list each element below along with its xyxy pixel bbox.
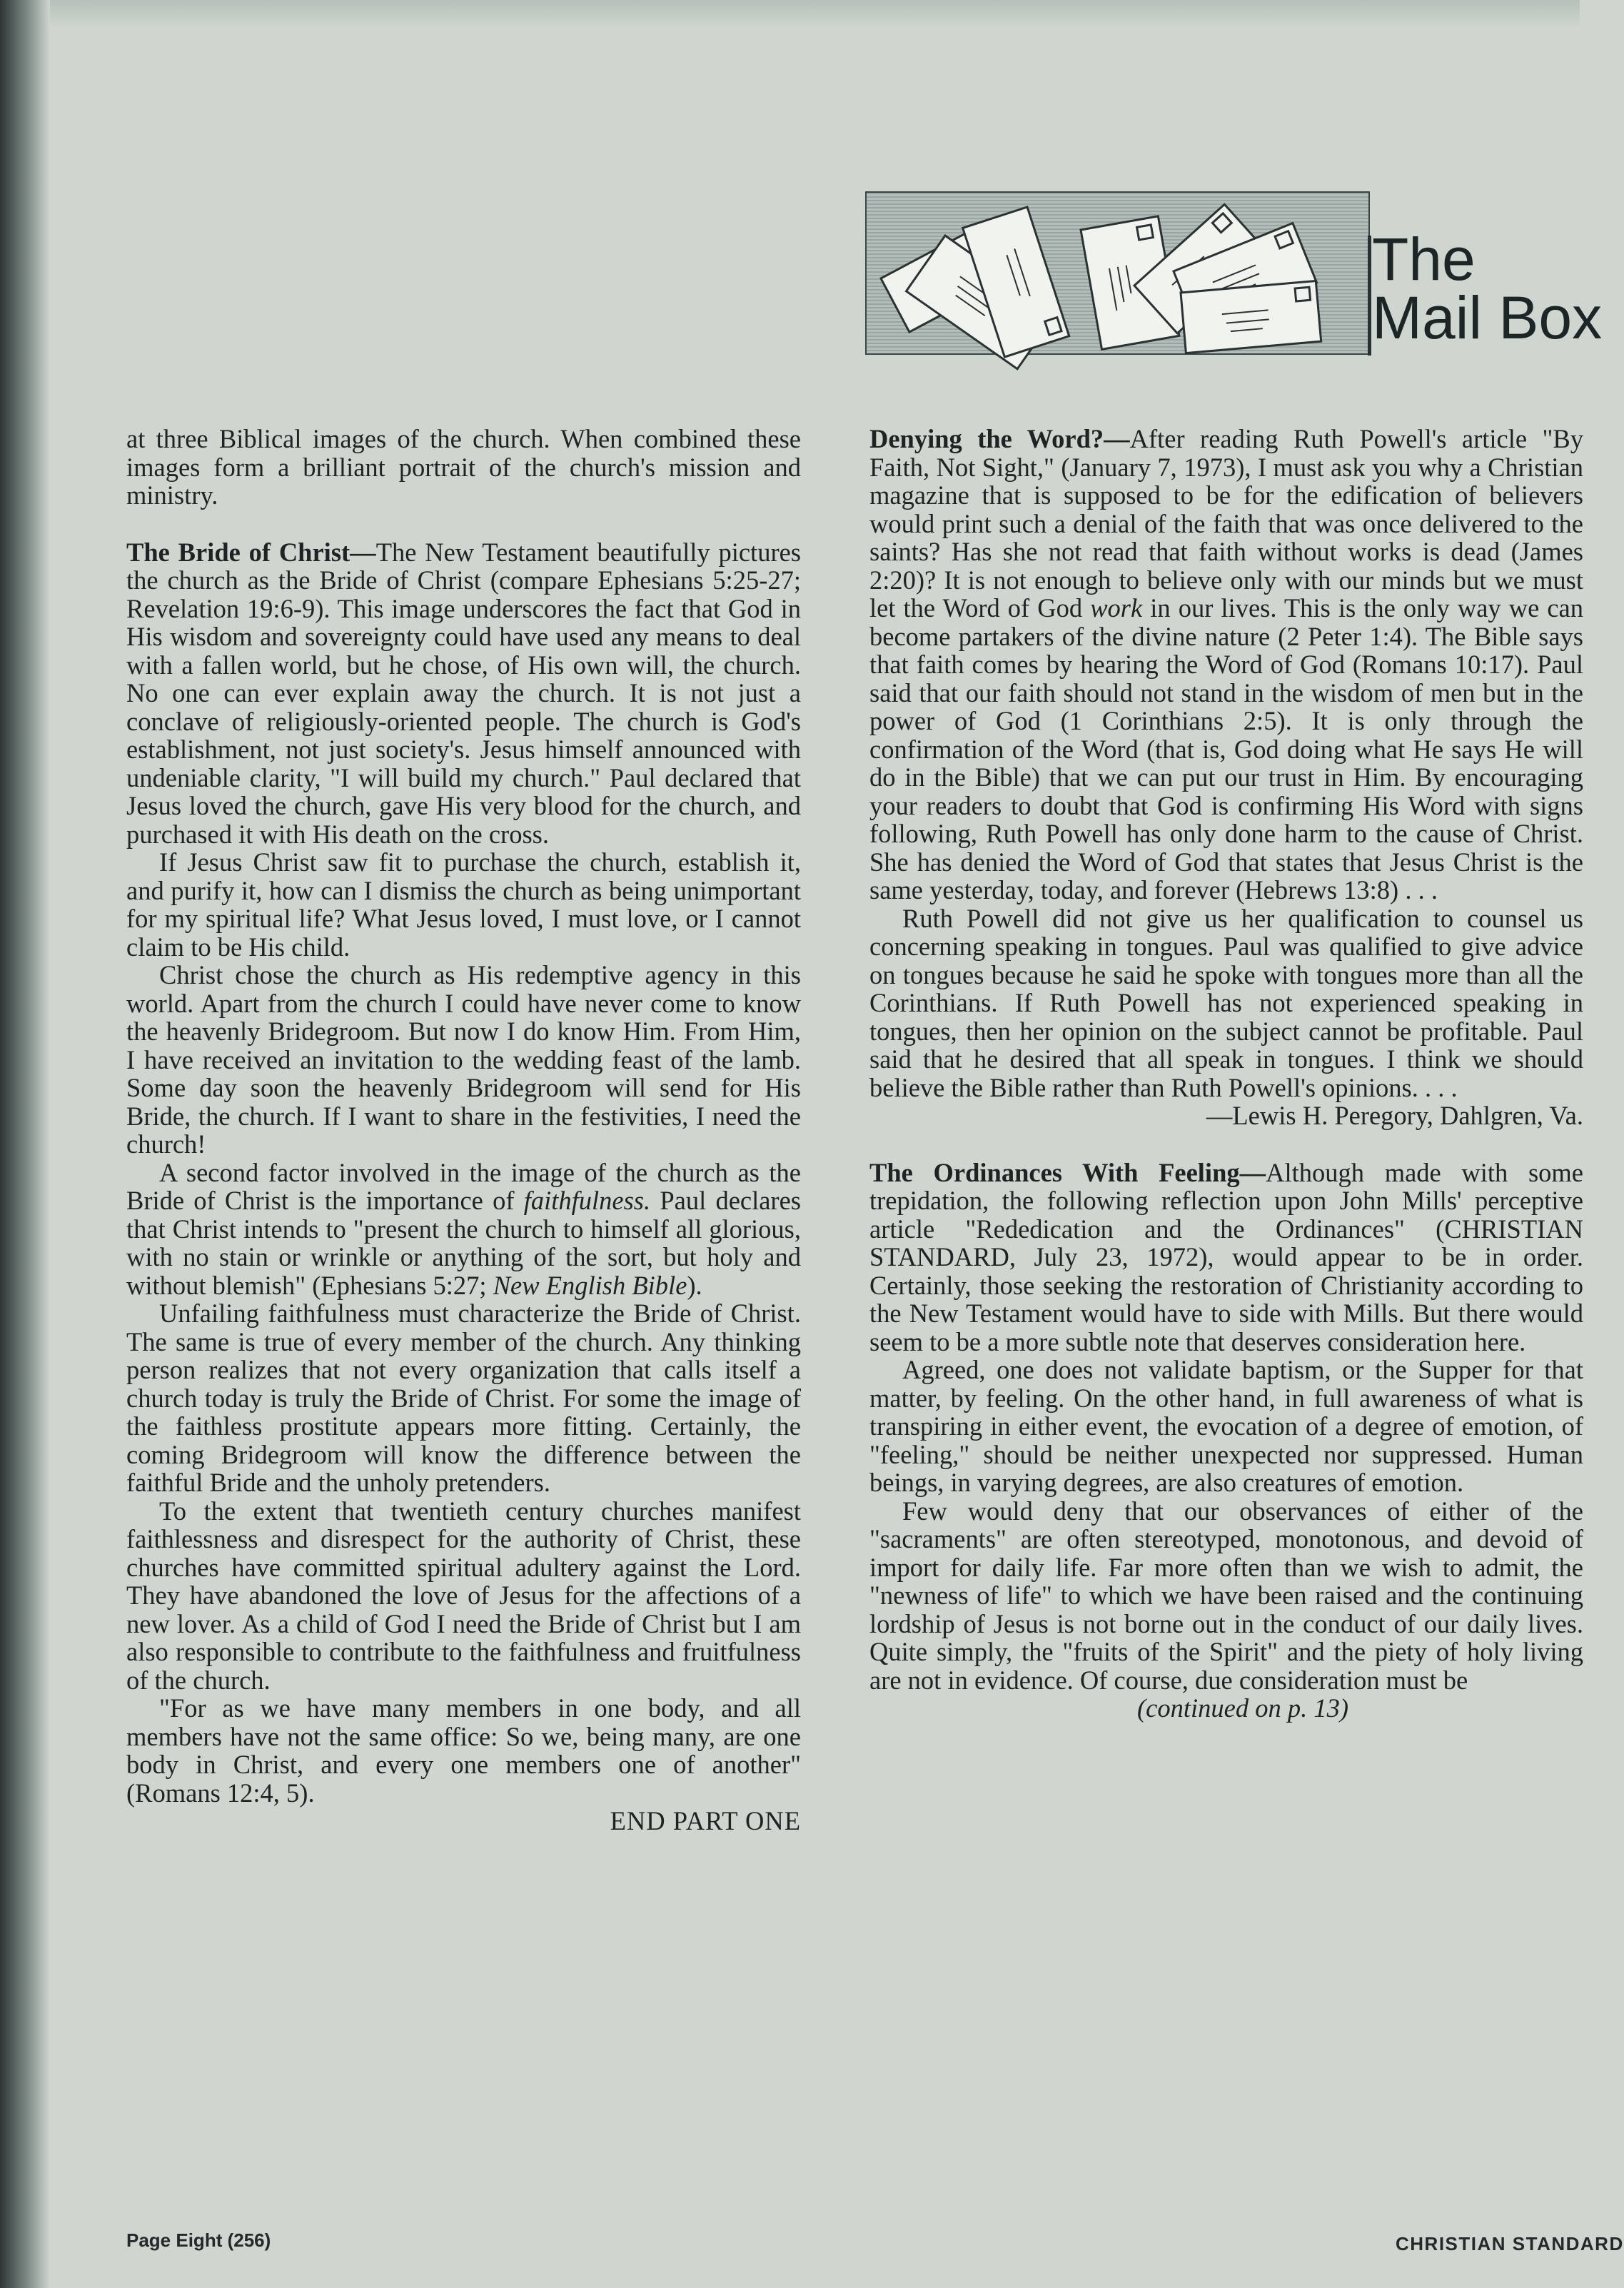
publication-name: CHRISTIAN STANDARD: [1396, 2233, 1624, 2254]
page-top-shadow: [0, 0, 1580, 29]
article-paragraph: If Jesus Christ saw fit to purchase the church, establish it, and purify it, how can I dismiss the church as being unimportant for my spiritual life? What Jesus loved, I must love, or I cannot claim to be His child.: [126, 847, 801, 962]
article-column: [126, 425, 801, 1835]
section-title-line1: The: [1372, 226, 1476, 293]
letter-paragraph: The Ordinances With Feeling—Although made with some trepidation, the following reflection upon John Mills' perceptive article "Rededication and the Ordinances" (CHRISTIAN STANDARD, July 23, 1972), would appear to be in order. Certainly, those seeking the restoration of Christianity according to the New Testament would have to side with Mills. But there would seem to be a more subtle note that deserves consideration here.: [869, 1157, 1584, 1356]
continued-note: (continued on p. 13): [1137, 1693, 1348, 1723]
article-paragraph: To the extent that twentieth century churches manifest faithlessness and disrespect for the authority of Christ, these churches have committed spiritual adultery against the Lord. They have abandoned the love of Jesus for the affections of a new lover. As a child of God I need the Bride of Christ but I am also responsible to contribute to the faithfulness and fruitfulness of the church.: [126, 1496, 801, 1695]
section-title: [1372, 226, 1603, 351]
article-quote: "For as we have many members in one body, and all members have not the same office: So we, being many, are one body in Christ, and every one members one of another" (Romans 12:4, 5).: [126, 1693, 801, 1808]
mailbox-column: [869, 425, 1583, 1723]
title-divider: [1368, 236, 1371, 356]
article-paragraph: A second factor involved in the image of the church as the Bride of Christ is the importance of faithfulness. Paul declares that Christ intends to "present the church to himself all glorious, with no stain or wrinkle or anything of the sort, but holy and without blemish" (Ephesians 5:27; New English Bible).: [126, 1157, 801, 1300]
end-part-label: END PART ONE: [610, 1806, 801, 1835]
article-paragraph: Christ chose the church as His redemptive agency in this world. Apart from the church I could have never come to know the heavenly Bridegroom. But now I do know Him. From Him, I have received an invitation to the wedding feast of the lamb. Some day soon the heavenly Bridegroom will send for His Bride, the church. If I want to share in the festivities, I need the church!: [126, 960, 801, 1159]
letter-paragraph: Few would deny that our observances of either of the "sacraments" are often stereotyped, monotonous, and devoid of import for daily life. Far more often than we wish to admit, the "newness of life" to which we have been raised and the continuing lordship of Jesus is not borne out in the conduct of our daily lives. Quite simply, the "fruits of the Spirit" and the piety of holy living are not in evidence. Of course, due consideration must be: [869, 1496, 1583, 1695]
letter-paragraph: Agreed, one does not validate baptism, or the Supper for that matter, by feeling. On the other hand, in full awareness of what is transpiring in either event, the evocation of a degree of emotion, of "feeling," should be neither unexpected nor suppressed. Human beings, in varying degrees, are also creatures of emotion.: [869, 1355, 1583, 1497]
page-number: Page Eight (256): [126, 2229, 271, 2251]
envelopes-icon: [865, 191, 1370, 355]
letter-heading-ordinances: The Ordinances With Feeling—: [869, 1157, 1266, 1187]
article-intro: at three Biblical images of the church. When combined these images form a brilliant portrait of the church's mission and ministry.: [126, 424, 801, 510]
subheading-bride-of-christ: The Bride of Christ—: [126, 537, 376, 567]
letter-heading-denying-the-word: Denying the Word?—: [869, 424, 1130, 453]
letter-signature: —Lewis H. Peregory, Dahlgren, Va.: [1206, 1101, 1583, 1130]
letter-paragraph: Denying the Word?—After reading Ruth Powell's article "By Faith, Not Sight," (January 7, 1973), I must ask you why a Christian magazine that is supposed to be for the edification of believers would print such a denial of the faith that was once delivered to the saints? Has she not read that faith without works is dead (James 2:20)? It is not enough to believe only with our minds but we must let the Word of God work in our lives. This is the only way we can become partakers of the divine nature (2 Peter 1:4). The Bible says that faith comes by hearing the Word of God (Romans 10:17). Paul said that our faith should not stand in the wisdom of men but in the power of God (1 Corinthians 2:5). It is only through the confirmation of the Word (that is, God doing what He says He will do in the Bible) that we can put our trust in Him. By encouraging your readers to doubt that God is confirming His Word with signs following, Ruth Powell has only done harm to the cause of Christ. She has denied the Word of God that states that Jesus Christ is the same yesterday, today, and forever (Hebrews 13:8) . . .: [869, 424, 1583, 904]
article-paragraph: The Bride of Christ—The New Testament beautifully pictures the church as the Bride of Christ (compare Ephesians 5:25-27; Revelation 19:6-9). This image underscores the fact that God in His wisdom and sovereignty could have used any means to deal with a fallen world, but he chose, of His own will, the church. No one can ever explain away the church. It is not just a conclave of religiously-oriented people. The church is God's establishment, not just society's. Jesus himself announced with undeniable clarity, "I will build my church." Paul declared that Jesus loved the church, gave His very blood for the church, and purchased it with His death on the cross.: [126, 537, 801, 849]
letter-paragraph: Ruth Powell did not give us her qualification to counsel us concerning speaking in tongues. Paul was qualified to give advice on tongues because he said he spoke with tongues more than all the Corinthians. If Ruth Powell has not experienced speaking in tongues, then her opinion on the subject cannot be profitable. Paul said that he desired that all speak in tongues. I think we should believe the Bible rather than Ruth Powell's opinions. . . .: [869, 903, 1583, 1102]
page-gutter-shadow: [0, 0, 50, 2288]
section-title-line2: Mail Box: [1372, 284, 1603, 351]
article-paragraph: Unfailing faithfulness must characterize the Bride of Christ. The same is true of every member of the church. Any thinking person realizes that not every organization that calls itself a church today is truly the Bride of Christ. For some the image of the faithless prostitute appears more fitting. Certainly, the coming Bridegroom will know the difference between the faithful Bride and the unholy pretenders.: [126, 1299, 801, 1497]
